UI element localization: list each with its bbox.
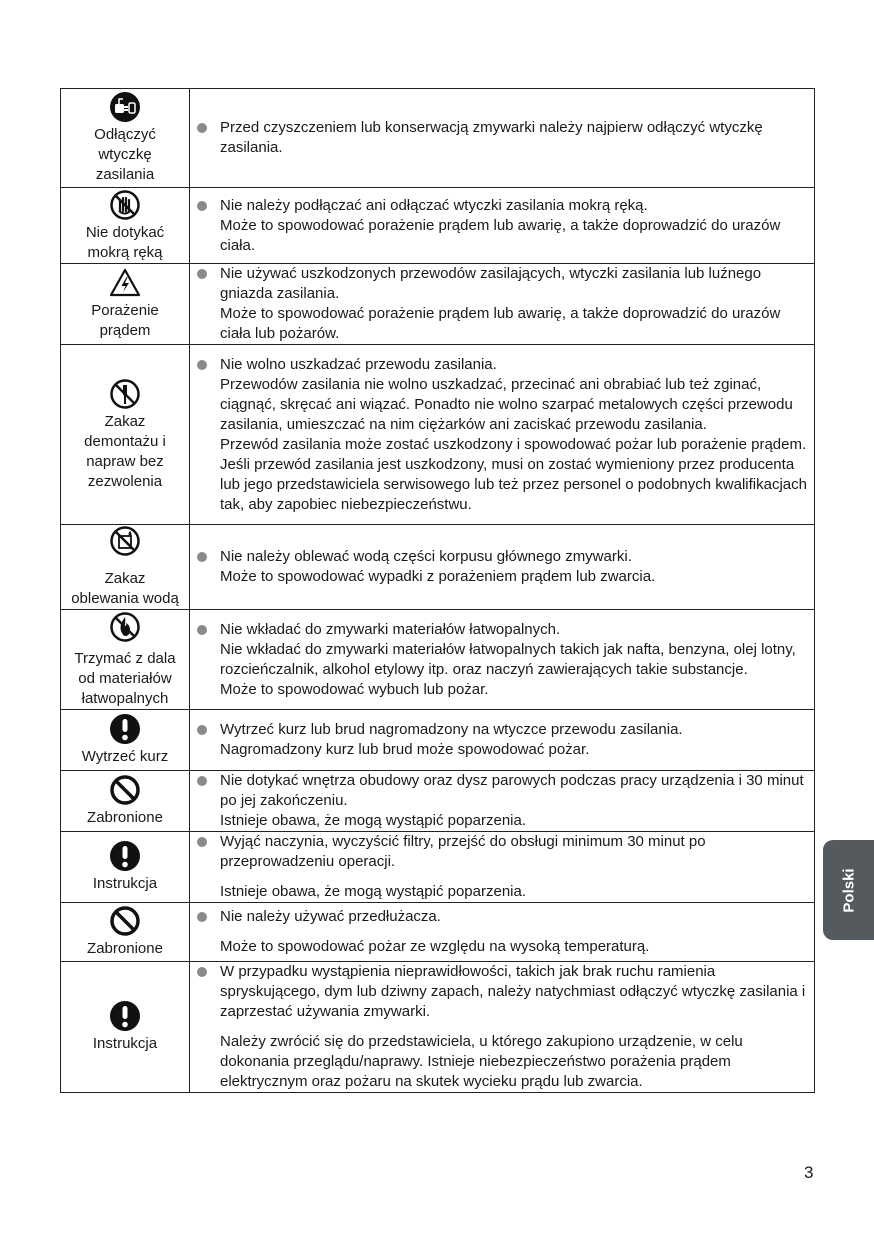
text-cell [190, 264, 815, 345]
list-item: Przed czyszczeniem lub konserwacją zmywarki należy najpierw odłączyć wtyczkę zasilania. [190, 118, 814, 158]
row-label: Zabronione [87, 940, 163, 957]
text-cell [190, 610, 815, 710]
bullet-icon [197, 625, 207, 635]
safety-row [61, 345, 815, 525]
safety-row [61, 188, 815, 264]
row-label: Porażenie prądem [91, 302, 159, 339]
list-item: Wyjąć naczynia, wyczyścić filtry, przejść do obsługi minimum 30 minut po przeprowadzeniu operacji. Istnieje obawa, że mogą wystąpić poparzenia. [190, 832, 814, 902]
text-cell [190, 89, 815, 188]
bullet-icon [197, 269, 207, 279]
icon-cell [61, 89, 190, 188]
icon-cell [61, 903, 190, 962]
list-item: Nie wolno uszkadzać przewodu zasilania. Przewodów zasilania nie wolno uszkadzać, przecinać ani obrabiać lub też zginać, ciągnąć, skręcać ani wiązać. Ponadto nie wolno szarpać metalowych części przewodu zasilania, umieszczać na nim ciężarków ani zaciskać przewodu zasilania. Przewód zasilania może zostać uszkodzony i spowodować pożar lub porażenie prądem. Jeśli przewód zasilania jest uszkodzony, musi on zostać wymieniony przez producenta lub jego przedstawiciela serwisowego lub też przez personel o podobnych kwalifikacjach tak, aby zapobiec niebezpieczeństwu. [190, 355, 814, 515]
safety-row [61, 710, 815, 771]
row-label: Zakaz demontażu i napraw bez zezwolenia [84, 412, 166, 490]
prohibited-icon [109, 905, 141, 937]
list-item: Nie używać uszkodzonych przewodów zasilających, wtyczki zasilania lub luźnego gniazda zasilania. Może to spowodować porażenie prądem lub awarię, a także doprowadzić do urazów ciała lub pożarów. [190, 264, 814, 344]
bullet-icon [197, 123, 207, 133]
safety-row [61, 610, 815, 710]
icon-cell [61, 525, 190, 610]
safety-row [61, 525, 815, 610]
bullet-icon [197, 967, 207, 977]
text-cell [190, 525, 815, 610]
exclamation-icon [109, 840, 141, 872]
list-item: Nie dotykać wnętrza obudowy oraz dysz parowych podczas pracy urządzenia i 30 minut po jej zakończeniu. Istnieje obawa, że mogą wystąpić poparzenia. [190, 771, 814, 831]
safety-table [60, 88, 815, 1093]
no-water-splash-icon [109, 525, 141, 557]
row-label: Instrukcja [92, 875, 158, 892]
safety-row [61, 771, 815, 832]
electric-shock-icon [109, 267, 141, 299]
text-cell [190, 903, 815, 962]
icon-cell [61, 188, 190, 264]
icon-cell [61, 610, 190, 710]
icon-cell [61, 345, 190, 525]
safety-row [61, 89, 815, 188]
row-label: Trzymać z dala od materiałów łatwopalnych [74, 649, 176, 707]
bullet-icon [197, 912, 207, 922]
safety-row [61, 903, 815, 962]
bullet-icon [197, 725, 207, 735]
list-item: W przypadku wystąpienia nieprawidłowości, takich jak brak ruchu ramienia spryskującego, dym lub dziwny zapach, należy natychmiast odłączyć wtyczkę zasilania i zaprzestać używania zmywarki. Należy zwrócić się do przedstawiciela, u którego zakupiono urządzenie, w celu dokonania przeglądu/naprawy. Istnieje niebezpieczeństwo porażenia prądem elektrycznym oraz pożaru na skutek wycieku prądu lub zwarcia. [190, 962, 814, 1092]
list-item: Nie należy oblewać wodą części korpusu głównego zmywarki. Może to spowodować wypadki z porażeniem prądem lub zwarcia. [190, 547, 814, 587]
bullet-icon [197, 552, 207, 562]
exclamation-icon [109, 713, 141, 745]
safety-row [61, 962, 815, 1093]
no-wet-hands-icon [109, 189, 141, 221]
text-cell [190, 188, 815, 264]
list-item: Nie należy podłączać ani odłączać wtyczki zasilania mokrą ręką. Może to spowodować porażenie prądem lub awarię, a także doprowadzić do urazów ciała. [190, 196, 814, 256]
safety-row [61, 264, 815, 345]
no-flammables-icon [109, 611, 141, 643]
icon-cell [61, 832, 190, 903]
text-cell [190, 710, 815, 771]
bullet-icon [197, 201, 207, 211]
text-cell [190, 832, 815, 903]
icon-cell [61, 264, 190, 345]
row-label: Odłączyć wtyczkę zasilania [94, 126, 156, 183]
icon-cell [61, 771, 190, 832]
row-label: Zabronione [87, 809, 163, 826]
unplug-icon [109, 91, 141, 123]
row-label: Wytrzeć kurz [81, 748, 169, 765]
text-cell [190, 962, 815, 1093]
icon-cell [61, 962, 190, 1093]
list-item: Nie należy używać przedłużacza. Może to spowodować pożar ze względu na wysoką temperaturą. [190, 907, 814, 957]
prohibited-icon [109, 774, 141, 806]
no-disassembly-icon [109, 378, 141, 410]
safety-row [61, 832, 815, 903]
page-number: 3 [804, 1163, 814, 1182]
text-cell [190, 771, 815, 832]
bullet-icon [197, 360, 207, 370]
language-tab-label: Polski [840, 867, 858, 913]
bullet-icon [197, 776, 207, 786]
list-item: Nie wkładać do zmywarki materiałów łatwopalnych. Nie wkładać do zmywarki materiałów łatwopalnych takich jak nafta, benzyna, olej lotny, rozcieńczalnik, alkohol etylowy itp. oraz naczyń zawierających takie substancje. Może to spowodować wybuch lub pożar. [190, 620, 814, 700]
icon-cell [61, 710, 190, 771]
text-cell [190, 345, 815, 525]
row-label: Nie dotykać mokrą ręką [85, 223, 165, 261]
exclamation-icon [109, 1000, 141, 1032]
bullet-icon [197, 837, 207, 847]
row-label: Zakaz oblewania wodą [71, 570, 179, 607]
row-label: Instrukcja [92, 1035, 158, 1052]
language-tab [823, 840, 874, 940]
list-item: Wytrzeć kurz lub brud nagromadzony na wtyczce przewodu zasilania. Nagromadzony kurz lub brud może spowodować pożar. [190, 720, 814, 760]
